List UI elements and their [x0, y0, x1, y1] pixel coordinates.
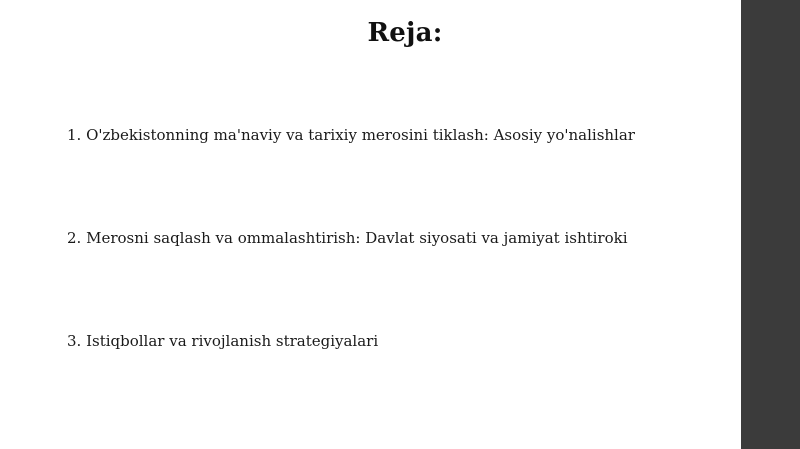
slide-title: Reja:: [367, 18, 443, 48]
plan-item-3: 3. Istiqbollar va rivojlanish strategiyalari: [67, 332, 379, 350]
side-panel: [741, 0, 800, 449]
plan-item-2: 2. Merosni saqlash va ommalashtirish: Davlat siyosati va jamiyat ishtiroki: [67, 229, 628, 247]
plan-item-1: 1. O'zbekistonning ma'naviy va tarixiy merosini tiklash: Asosiy yo'nalishlar: [67, 126, 635, 144]
